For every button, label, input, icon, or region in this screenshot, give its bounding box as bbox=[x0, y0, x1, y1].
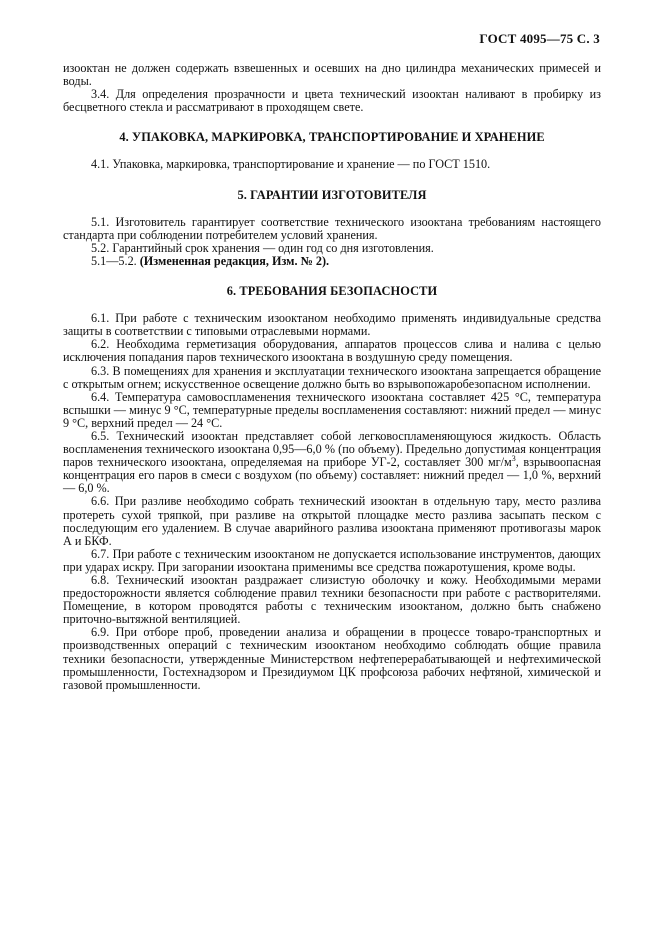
paragraph-6-3: 6.3. В помещениях для хранения и эксплуатации технического изооктана запрещается обращение с открытым огнем; искусственное освещение должно быть во взрывопожаробезопасном исполнении. bbox=[63, 363, 601, 391]
paragraph-3-3-continuation: изооктан не должен содержать взвешенных и осевших на дно цилиндра механических примесей и воды. bbox=[63, 61, 601, 89]
page-header: ГОСТ 4095—75 С. 3 bbox=[479, 31, 600, 46]
paragraph-6-4: 6.4. Температура самовоспламенения технического изооктана составляет 425 °С, температура вспышки — минус 9 °С, температурные пределы воспламенения составляют: нижний предел — минус 9 °С, верхний предел — 24 °С. bbox=[63, 389, 601, 430]
paragraph-6-5-part-b: , взрывоопасная концентрация его паров в смеси с воздухом (по объему) составляет: нижний предел — 1,0 %, верхний — 6,0 %. bbox=[63, 455, 602, 496]
superscript-3: 3 bbox=[511, 454, 516, 464]
amendment-note: (Измененная редакция, Изм. № 2). bbox=[139, 253, 330, 268]
paragraph-6-7: 6.7. При работе с техническим изооктаном не допускается использование инструментов, дающих при ударах искру. При загорании изооктана применимы все средства пожаротушения, кроме воды. bbox=[63, 546, 601, 574]
paragraph-5-1: 5.1. Изготовитель гарантирует соответствие технического изооктана требованиям настоящего стандарта при соблюдении потребителем условий хранения. bbox=[63, 214, 601, 242]
paragraph-5-amendment bbox=[63, 255, 601, 268]
section-heading-6: 6. ТРЕБОВАНИЯ БЕЗОПАСНОСТИ bbox=[226, 284, 438, 299]
section-heading-5: 5. ГАРАНТИИ ИЗГОТОВИТЕЛЯ bbox=[237, 187, 427, 202]
paragraph-6-9: 6.9. При отборе проб, проведении анализа и обращении в процессе товаро-транспортных и производственных операций с техническим изооктаном необходимо соблюдать общие правила техники безопасности, утвержденные Министерством нефтеперерабатывающей и нефтехимической промышленности, Гостехнадзором и Президиумом ЦК профсоюза рабочих нефтяной, химической и газовой промышленности. bbox=[63, 625, 601, 692]
paragraph-6-1: 6.1. При работе с техническим изооктаном необходимо применять индивидуальные средства защиты в соответствии с типовыми отраслевыми нормами. bbox=[63, 311, 601, 339]
paragraph-3-4: 3.4. Для определения прозрачности и цвета технический изооктан наливают в пробирку из бесцветного стекла и рассматривают в проходящем свете. bbox=[63, 87, 601, 115]
paragraph-6-5 bbox=[63, 430, 601, 495]
paragraph-4-1: 4.1. Упаковка, маркировка, транспортирование и хранение — по ГОСТ 1510. bbox=[91, 157, 491, 172]
paragraph-6-6: 6.6. При разливе необходимо собрать технический изооктан в отдельную тару, место разлива протереть сухой тряпкой, при разливе на открытой площадке место разлива засыпать песком с последующим его удалением. В случае аварийного разлива изооктана применяют противогазы марок А и БКФ. bbox=[63, 494, 601, 548]
paragraph-6-2: 6.2. Необходима герметизация оборудования, аппаратов процессов слива и налива с целью исключения попадания паров технического изооктана в воздушную среду помещения. bbox=[63, 337, 601, 365]
document-body bbox=[63, 62, 601, 692]
paragraph-6-8: 6.8. Технический изооктан раздражает слизистую оболочку и кожу. Необходимыми мерами предосторожности является соблюдение правил техники безопасности при работе с растворителями. Помещение, в котором проводятся работы с техническим изооктаном, должно быть снабжено приточно-вытяжной вентиляцией. bbox=[63, 573, 601, 627]
section-heading-4: 4. УПАКОВКА, МАРКИРОВКА, ТРАНСПОРТИРОВАНИЕ И ХРАНЕНИЕ bbox=[119, 130, 545, 145]
paragraph-5-2: 5.2. Гарантийный срок хранения — один год со дня изготовления. bbox=[91, 240, 434, 255]
paragraph-6-5-part-a: 6.5. Технический изооктан представляет собой легковоспламеняющуюся жидкость. Область воспламенения технического изооктана 0,95—6,0 % (по объему). Предельно допустимая концентрация паров технического изооктана, определяемая на приборе УГ-2, составляет 300 мг/м bbox=[63, 428, 601, 470]
amendment-ref: 5.1—5.2. bbox=[91, 253, 140, 268]
